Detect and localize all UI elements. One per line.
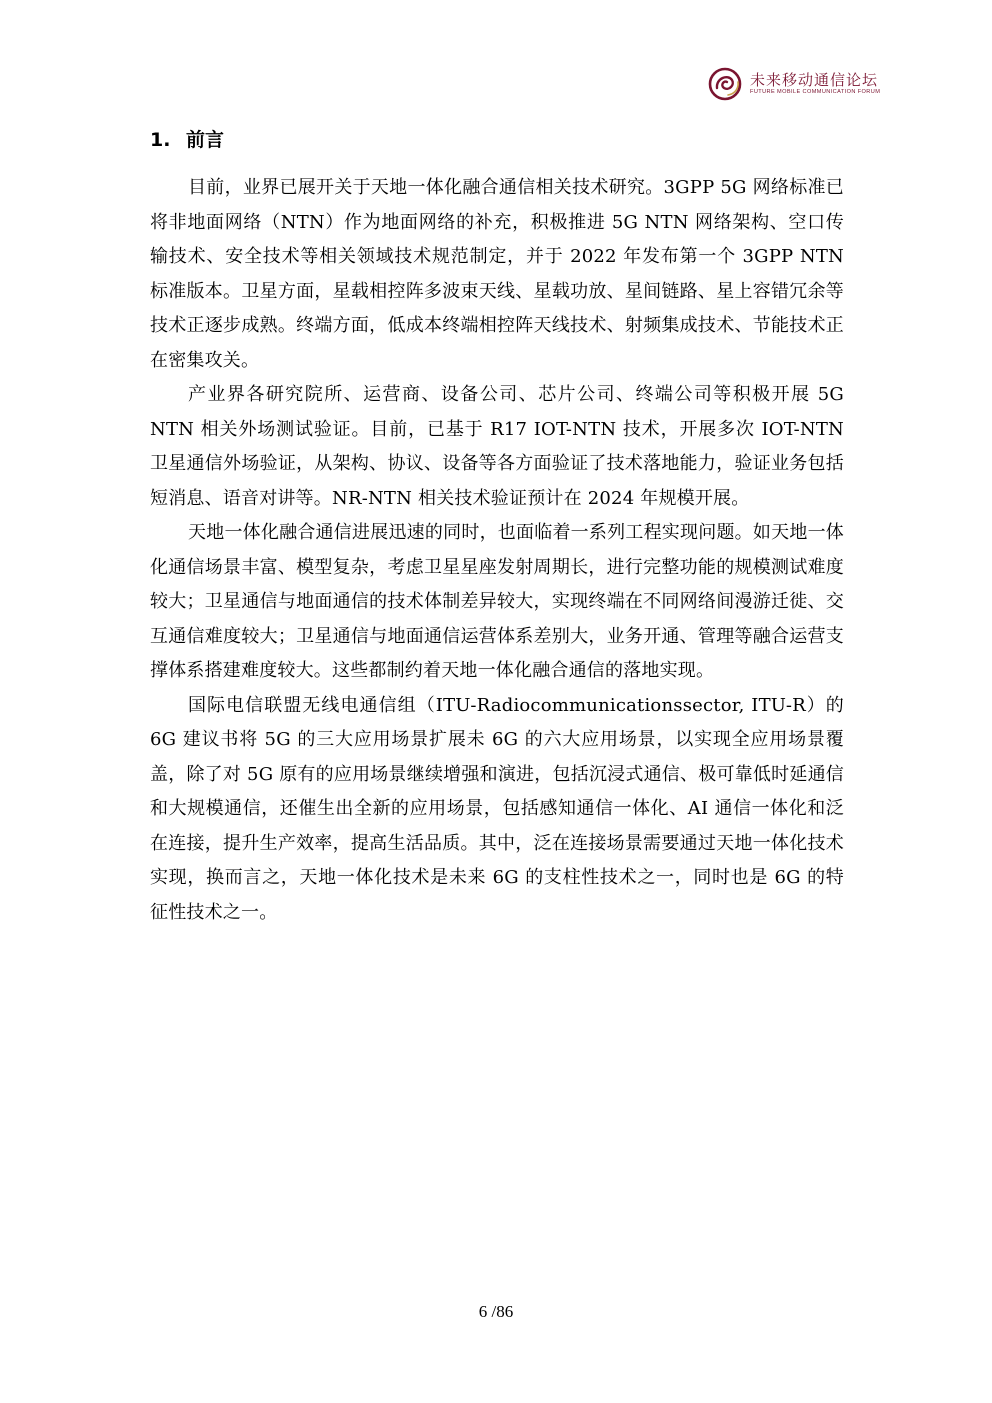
paragraph-itu-6g: 国际电信联盟无线电通信组（ITU-Radiocommunicationssector, ITU-R）的 6G 建议书将 5G 的三大应用场景扩展未 6G 的六大应用场景，以实现全应用场景覆盖，除了对 5G 原有的应用场景继续增强和演进，包括沉浸式通信、极可靠低时延通信和大规模通信，还催生出全新的应用场景，包括感知通信一体化、AI 通信一体化和泛在连接，提升生产效率，提高生活品质。其中，泛在连接场景需要通过天地一体化技术实现，换而言之，天地一体化技术是未来 6G 的支柱性技术之一，同时也是 6G 的特征性技术之一。 [150, 694, 844, 923]
logo-english-text: FUTURE MOBILE COMMUNICATION FORUM [750, 89, 881, 95]
logo-chinese-text: 未来移动通信论坛 [750, 71, 879, 89]
page-number: 6 /86 [478, 1302, 514, 1321]
section-heading [150, 126, 224, 154]
section-title: 前言 [186, 129, 225, 151]
paragraph-engineering-challenges: 天地一体化融合通信进展迅速的同时，也面临着一系列工程实现问题。如天地一体化通信场景丰富、模型复杂，考虑卫星星座发射周期长，进行完整功能的规模测试难度较大；卫星通信与地面通信的技术体制差异较大，实现终端在不同网络间漫游迁徙、交互通信难度较大；卫星通信与地面通信运营体系差别大，业务开通、管理等融合运营支撑体系搭建难度较大。这些都制约着天地一体化融合通信的落地实现。 [150, 522, 844, 681]
section-number: 1. [150, 129, 171, 151]
paragraph-research-status: 目前，业界已展开关于天地一体化融合通信相关技术研究。3GPP 5G 网络标准已将非地面网络（NTN）作为地面网络的补充，积极推进 5G NTN 网络架构、空口传输技术、安全技术等相关领域技术规范制定，并于 2022 年发布第一个 3GPP NTN 标准版本。卫星方面，星载相控阵多波束天线、星载功放、星间链路、星上容错冗余等技术正逐步成熟。终端方面，低成本终端相控阵天线技术、射频集成技术、节能技术正在密集攻关。 [150, 177, 844, 371]
body-content [150, 171, 844, 930]
header-logo [708, 66, 888, 106]
fumeco-swirl-icon [708, 66, 746, 102]
paragraph-field-testing: 产业界各研究院所、运营商、设备公司、芯片公司、终端公司等积极开展 5G NTN 相关外场测试验证。目前，已基于 R17 IOT-NTN 技术，开展多次 IOT-NTN 卫星通信外场验证，从架构、协议、设备等各方面验证了技术落地能力，验证业务包括短消息、语音对讲等。NR-NTN 相关技术验证预计在 2024 年规模开展。 [150, 384, 844, 509]
